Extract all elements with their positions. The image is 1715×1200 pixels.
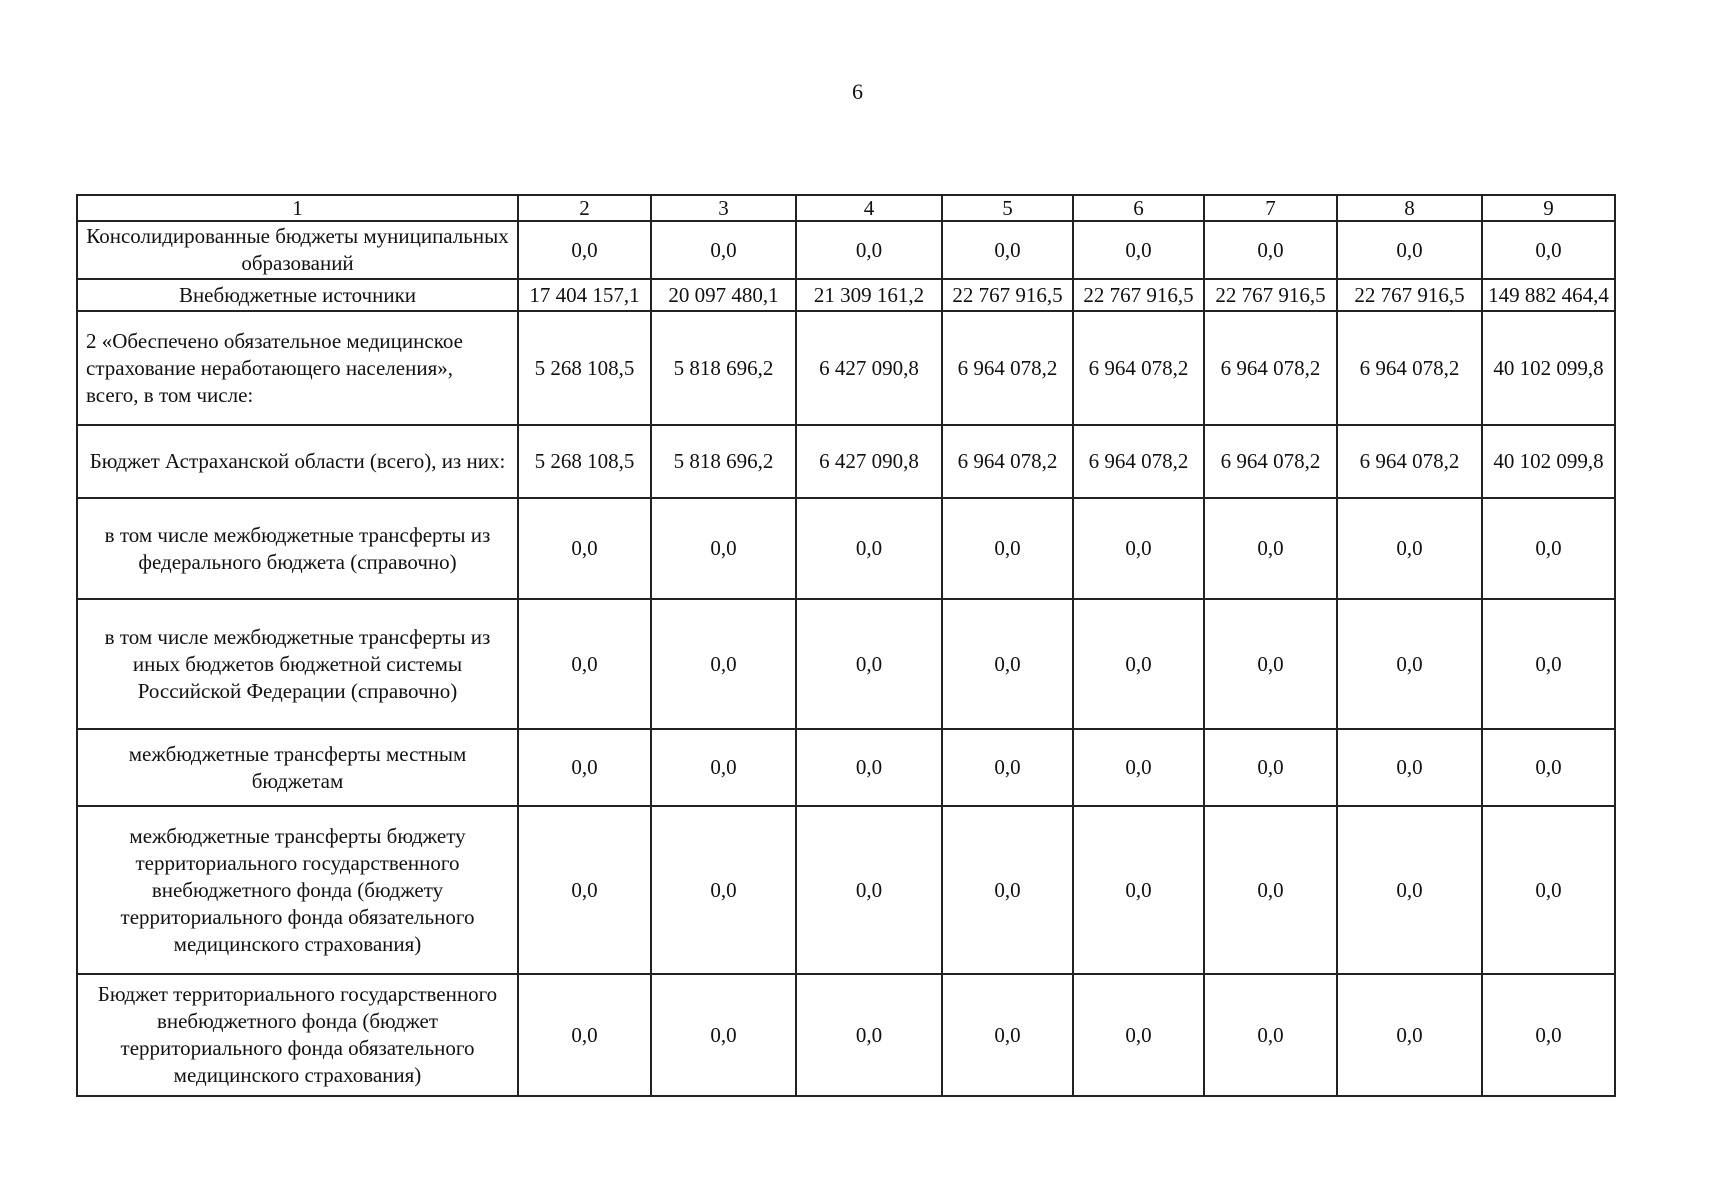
table-cell: 0,0: [1073, 498, 1204, 599]
table-cell: 0,0: [1204, 974, 1337, 1096]
table-row-mandatory-health-insurance-total: [77, 311, 1615, 425]
table-cell: 17 404 157,1: [518, 279, 651, 311]
column-header-6: 6: [1073, 195, 1204, 221]
column-header-1: 1: [77, 195, 518, 221]
row-label: Бюджет территориального государственного внебюджетного фонда (бюджет территориального фонда обязательного медицинского страхования): [77, 974, 518, 1096]
table-cell: 0,0: [1073, 974, 1204, 1096]
table-cell: 5 268 108,5: [518, 311, 651, 425]
table-row-extrabudgetary-sources: [77, 279, 1615, 311]
table-cell: 0,0: [518, 729, 651, 806]
table-cell: 0,0: [1482, 974, 1615, 1096]
table-cell: 0,0: [796, 498, 942, 599]
table-cell: 0,0: [1073, 599, 1204, 729]
table-cell: 0,0: [1204, 498, 1337, 599]
table-cell: 0,0: [1337, 729, 1482, 806]
column-header-8: 8: [1337, 195, 1482, 221]
table-row-astrakhan-region-budget: [77, 425, 1615, 498]
table-cell: 0,0: [1337, 806, 1482, 974]
table-cell: 0,0: [1337, 974, 1482, 1096]
table-cell: 0,0: [1073, 221, 1204, 279]
table-row-consolidated-municipal-budgets: [77, 221, 1615, 279]
table-cell: 0,0: [1204, 599, 1337, 729]
table-cell: 6 964 078,2: [1073, 425, 1204, 498]
table-cell: 20 097 480,1: [651, 279, 796, 311]
table-row-local-budget-transfers: [77, 729, 1615, 806]
table-cell: 40 102 099,8: [1482, 311, 1615, 425]
table-row-federal-transfers: [77, 498, 1615, 599]
table-cell: 0,0: [1204, 221, 1337, 279]
table-cell: 0,0: [651, 498, 796, 599]
column-header-9: 9: [1482, 195, 1615, 221]
table-cell: 0,0: [651, 806, 796, 974]
table-cell: 0,0: [1337, 221, 1482, 279]
table-cell: 0,0: [518, 599, 651, 729]
table-cell: 0,0: [651, 599, 796, 729]
table-cell: 0,0: [942, 974, 1073, 1096]
table-cell: 6 964 078,2: [1073, 311, 1204, 425]
table-cell: 6 964 078,2: [942, 425, 1073, 498]
table-cell: 0,0: [796, 599, 942, 729]
row-label: межбюджетные трансферты бюджету территориального государственного внебюджетного фонда (бюджету территориального фонда обязательного медицинского страхования): [77, 806, 518, 974]
table-cell: 0,0: [796, 974, 942, 1096]
table-cell: 0,0: [1337, 599, 1482, 729]
table-cell: 0,0: [651, 729, 796, 806]
table-cell: 0,0: [796, 806, 942, 974]
page-number: 6: [852, 79, 863, 104]
table-cell: 6 427 090,8: [796, 425, 942, 498]
table-cell: 0,0: [518, 221, 651, 279]
table-cell: 0,0: [942, 221, 1073, 279]
table-cell: 0,0: [518, 806, 651, 974]
table-cell: 0,0: [1204, 806, 1337, 974]
table-cell: 0,0: [1073, 806, 1204, 974]
table-cell: 0,0: [1482, 498, 1615, 599]
table-cell: 6 964 078,2: [1337, 425, 1482, 498]
table-cell: 6 427 090,8: [796, 311, 942, 425]
row-label: Консолидированные бюджеты муниципальных образований: [77, 221, 518, 279]
table-row-other-budgets-transfers: [77, 599, 1615, 729]
table-cell: 0,0: [651, 221, 796, 279]
table-cell: 5 268 108,5: [518, 425, 651, 498]
table-cell: 0,0: [796, 221, 942, 279]
table-cell: 0,0: [1482, 806, 1615, 974]
table-cell: 0,0: [796, 729, 942, 806]
table-cell: 40 102 099,8: [1482, 425, 1615, 498]
table-row-territorial-fund-budget: [77, 974, 1615, 1096]
table-cell: 0,0: [518, 498, 651, 599]
table-cell: 149 882 464,4: [1482, 279, 1615, 311]
table-header-row: [77, 195, 1615, 221]
row-label: в том числе межбюджетные трансферты из федерального бюджета (справочно): [77, 498, 518, 599]
column-header-4: 4: [796, 195, 942, 221]
row-label: Бюджет Астраханской области (всего), из них:: [77, 425, 518, 498]
table-cell: 22 767 916,5: [1204, 279, 1337, 311]
table-cell: 0,0: [942, 806, 1073, 974]
table-cell: 21 309 161,2: [796, 279, 942, 311]
table-cell: 6 964 078,2: [1337, 311, 1482, 425]
table-cell: 0,0: [1204, 729, 1337, 806]
table-cell: 6 964 078,2: [942, 311, 1073, 425]
table-row-territorial-fund-transfers: [77, 806, 1615, 974]
table-cell: 22 767 916,5: [1073, 279, 1204, 311]
row-label: Внебюджетные источники: [77, 279, 518, 311]
table-cell: 5 818 696,2: [651, 425, 796, 498]
table-cell: 0,0: [518, 974, 651, 1096]
table-cell: 0,0: [1482, 599, 1615, 729]
table-cell: 0,0: [1073, 729, 1204, 806]
row-label: в том числе межбюджетные трансферты из иных бюджетов бюджетной системы Российской Федерации (справочно): [77, 599, 518, 729]
budget-table: [76, 194, 1616, 1097]
table-cell: 0,0: [1482, 729, 1615, 806]
column-header-5: 5: [942, 195, 1073, 221]
table-cell: 6 964 078,2: [1204, 311, 1337, 425]
table-cell: 5 818 696,2: [651, 311, 796, 425]
table-cell: 0,0: [1482, 221, 1615, 279]
table-cell: 0,0: [942, 599, 1073, 729]
table-cell: 0,0: [1337, 498, 1482, 599]
table-cell: 0,0: [651, 974, 796, 1096]
column-header-3: 3: [651, 195, 796, 221]
table-cell: 0,0: [942, 729, 1073, 806]
table-cell: 6 964 078,2: [1204, 425, 1337, 498]
table-cell: 22 767 916,5: [1337, 279, 1482, 311]
row-label: межбюджетные трансферты местным бюджетам: [77, 729, 518, 806]
column-header-7: 7: [1204, 195, 1337, 221]
row-label: 2 «Обеспечено обязательное медицинское страхование неработающего населения», всего, в том числе:: [77, 311, 518, 425]
table-cell: 22 767 916,5: [942, 279, 1073, 311]
table-cell: 0,0: [942, 498, 1073, 599]
column-header-2: 2: [518, 195, 651, 221]
